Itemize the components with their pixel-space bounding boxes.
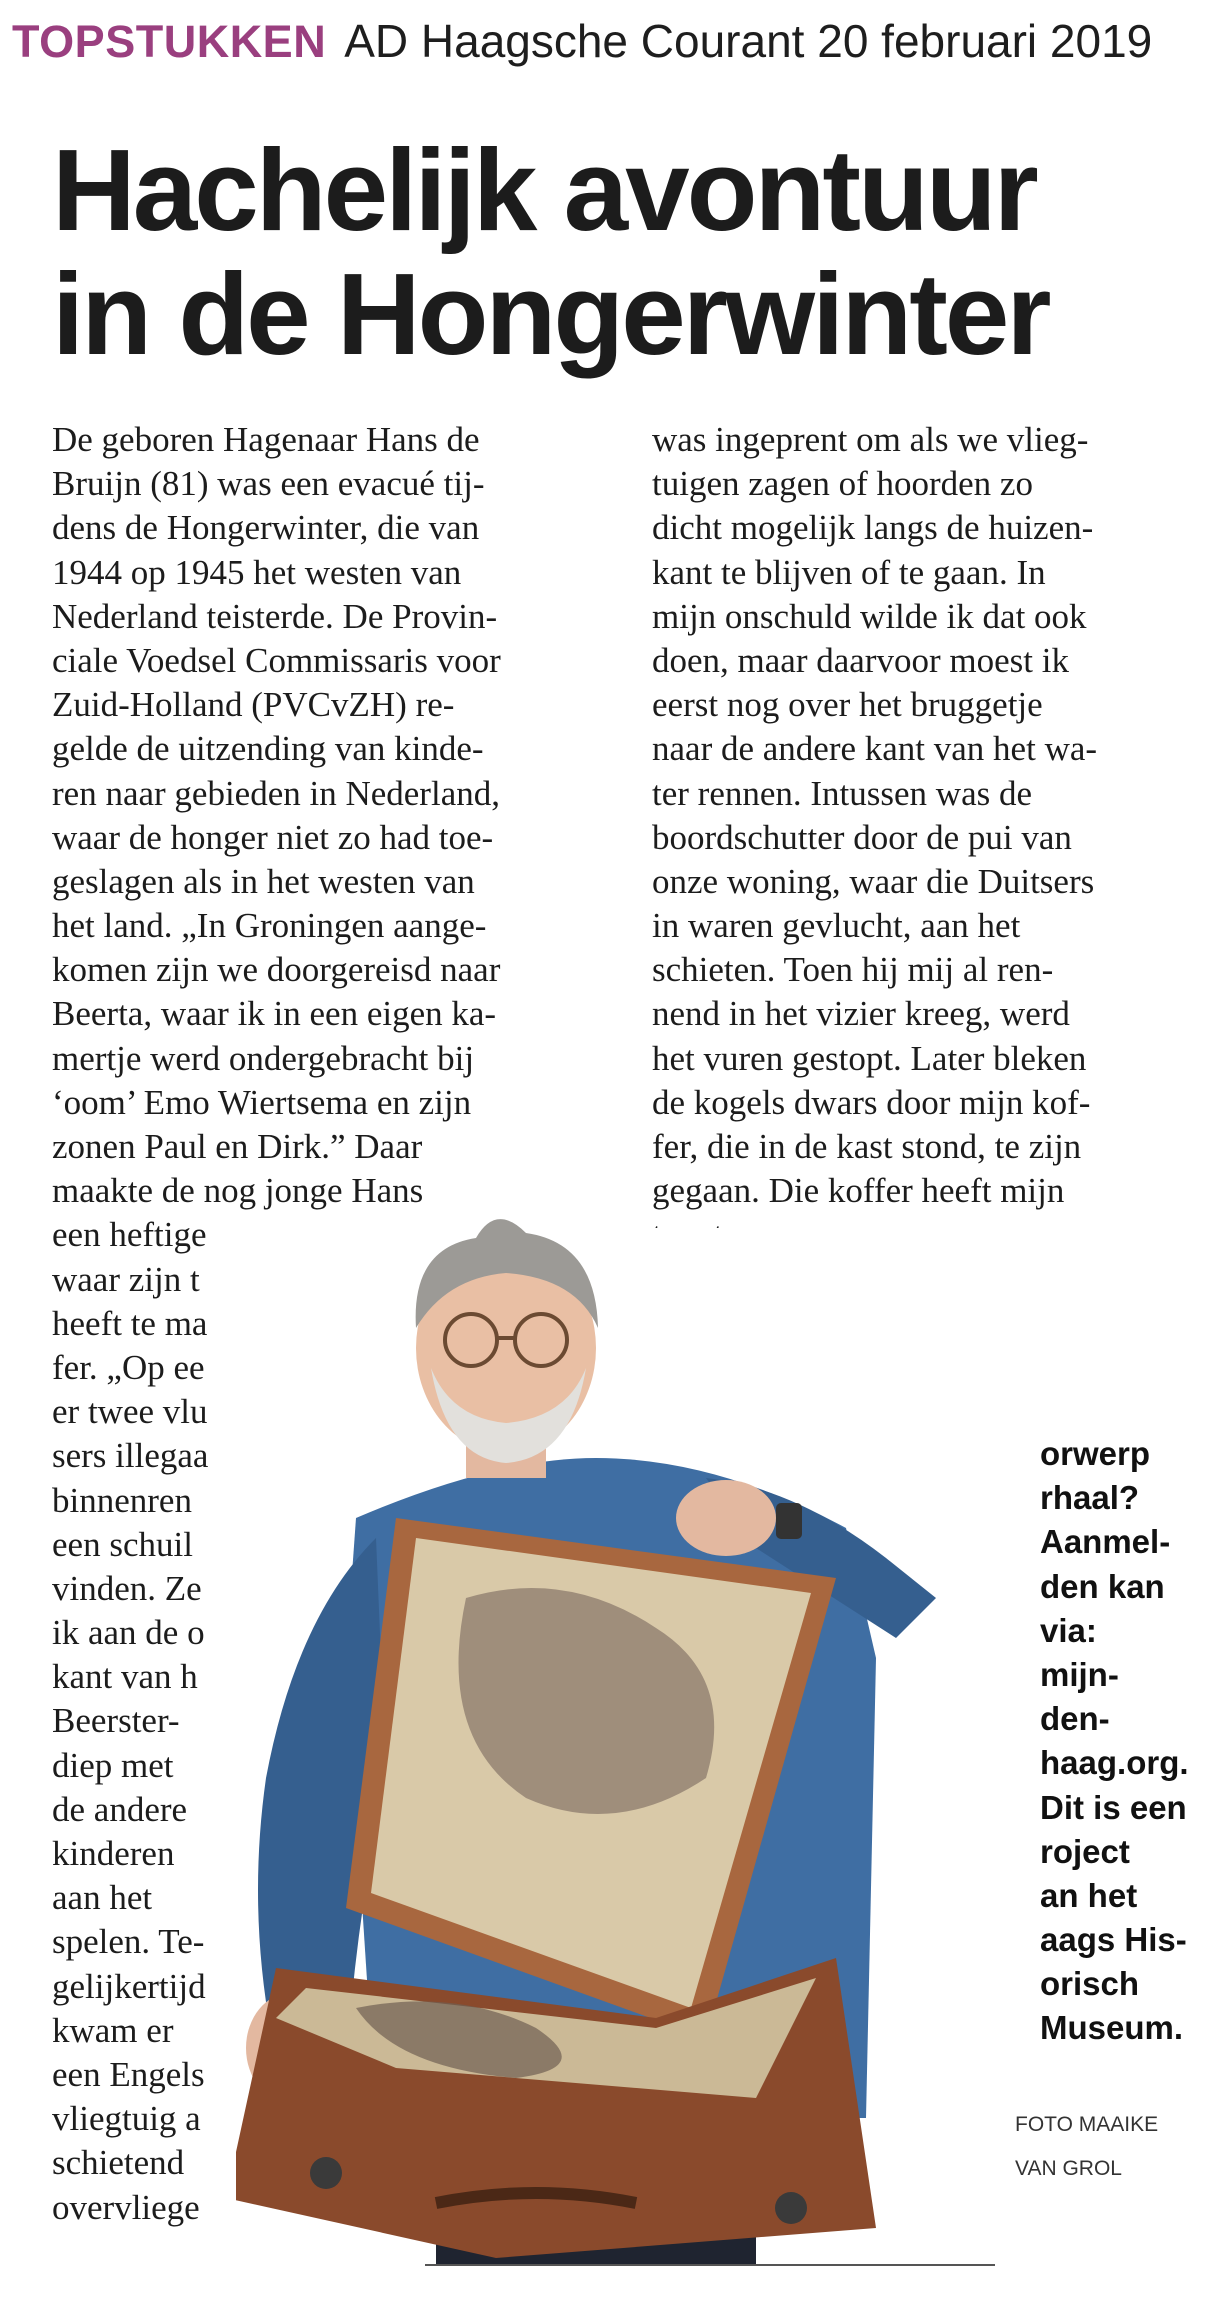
body-text-line: kant van h <box>52 1657 198 1697</box>
body-text-line: waar zijn t <box>52 1259 200 1299</box>
publication-source: AD Haagsche Courant 20 februari 2019 <box>344 15 1153 67</box>
body-text-line: kwam er <box>52 2010 174 2050</box>
body-text-line: maakte de nog jonge Hans <box>52 1171 424 1211</box>
body-text-line: mertje werd ondergebracht bij <box>52 1038 475 1078</box>
body-text-line: in waren gevlucht, aan het <box>652 906 1021 946</box>
body-text-line: De geboren Hagenaar Hans de <box>52 420 480 459</box>
body-text-line: ik aan de o <box>52 1613 205 1653</box>
body-text-line: de andere <box>52 1789 188 1829</box>
body-text-line: ren naar gebieden in Nederland, <box>52 773 500 813</box>
body-text-line: het vuren gestopt. Later bleken <box>652 1038 1087 1078</box>
body-text-line: de kogels dwars door mijn kof- <box>652 1082 1091 1122</box>
body-text-line: Beerta, waar ik in een eigen ka- <box>52 994 497 1034</box>
headline <box>52 125 1049 379</box>
body-text-line: doen, maar daarvoor moest ik <box>652 640 1069 680</box>
body-text-line: boordschutter door de pui van <box>652 817 1072 857</box>
suitcase-latch-right <box>775 2192 807 2224</box>
suitcase-latch-left <box>310 2157 342 2189</box>
info-box-line: rhaal? <box>1040 1479 1140 1517</box>
body-text-line: was ingeprent om als we vlieg- <box>652 420 1089 459</box>
body-text-line: waar de honger niet zo had toe- <box>52 817 494 857</box>
body-text-line: het land. „In Groningen aange- <box>52 906 487 946</box>
hand-right <box>676 1480 776 1556</box>
info-box-line: orisch <box>1040 1965 1140 2003</box>
body-text-line: er twee vlu <box>52 1392 208 1432</box>
body-column-right <box>652 418 1097 1346</box>
body-text-line: overvliege <box>52 2187 200 2227</box>
body-text-line: dicht mogelijk langs de huizen- <box>652 508 1094 548</box>
info-box-line: aags His- <box>1040 1921 1187 1959</box>
info-box-line: den- <box>1040 1700 1110 1738</box>
section-tag: TOPSTUKKEN <box>12 16 327 67</box>
body-text-line: fer. „Op ee <box>52 1347 205 1387</box>
info-box-line: den kan <box>1040 1567 1165 1605</box>
info-box-line: mijn- <box>1040 1655 1119 1693</box>
body-text-line: vinden. Ze <box>52 1568 202 1608</box>
photo-man-with-suitcase <box>236 1218 1056 2264</box>
body-text-line: een Engels <box>52 2054 205 2094</box>
body-text-line: binnenren <box>52 1480 192 1520</box>
body-text-line: schieten. Toen hij mij al ren- <box>652 950 1054 990</box>
info-box-line: roject <box>1040 1832 1130 1870</box>
bottom-rule <box>425 2264 995 2266</box>
body-text-line: een heftige <box>52 1215 207 1255</box>
body-text-line: schietend <box>52 2143 185 2183</box>
body-text-line: Beerster- <box>52 1701 180 1741</box>
body-text-line: Bruijn (81) was een evacué tij- <box>52 464 485 504</box>
body-text-line: 1944 op 1945 het westen van <box>52 552 462 592</box>
body-text-line: kant te blijven of te gaan. In <box>652 552 1046 592</box>
headline-line-1: Hachelijk avontuur <box>52 125 1036 255</box>
body-text-line: gegaan. Die koffer heeft mijn <box>652 1171 1065 1211</box>
body-text-line: onze woning, waar die Duitsers <box>652 861 1095 901</box>
body-text-line: eerst nog over het bruggetje <box>652 685 1043 725</box>
info-box-line: Aanmel- <box>1040 1523 1171 1561</box>
body-text-line: ciale Voedsel Commissaris voor <box>52 640 501 680</box>
body-text-line: heeft te ma <box>52 1303 208 1343</box>
info-box-line: via: <box>1040 1611 1097 1649</box>
body-text-line: vliegtuig a <box>52 2099 201 2139</box>
body-text-line: komen zijn we doorgereisd naar <box>52 950 501 990</box>
body-text-line: tuigen zagen of hoorden zo <box>652 464 1033 504</box>
info-box-line: Dit is een <box>1040 1788 1187 1826</box>
info-box-line: Museum. <box>1040 2009 1184 2047</box>
body-text-line: dens de Hongerwinter, die van <box>52 508 480 548</box>
body-text-line: ter rennen. Intussen was de <box>652 773 1033 813</box>
body-text-line: diep met <box>52 1745 174 1785</box>
body-text-line: ‘oom’ Emo Wiertsema en zijn <box>52 1082 472 1122</box>
photo-credit-line-1: FOTO MAAIKE <box>1015 2113 1159 2136</box>
body-text-line: Zuid-Holland (PVCvZH) re- <box>52 685 455 725</box>
body-text-line: sers illegaa <box>52 1436 209 1476</box>
page-header <box>12 14 1152 68</box>
body-text-line: aan het <box>52 1878 153 1918</box>
photo-credit-line-2: VAN GROL <box>1015 2157 1122 2180</box>
body-text-line: mijn onschuld wilde ik dat ook <box>652 596 1087 636</box>
headline-line-2: in de Hongerwinter <box>52 249 1049 379</box>
body-text-line: nend in het vizier kreeg, werd <box>652 994 1070 1034</box>
body-text-line: fer, die in de kast stond, te zijn <box>652 1127 1082 1166</box>
info-box-line: orwerp <box>1040 1435 1151 1472</box>
body-text-line: zonen Paul en Dirk.” Daar <box>52 1127 423 1166</box>
info-box <box>1040 1432 1189 2051</box>
info-box-line: an het <box>1040 1876 1138 1914</box>
body-text-line: geslagen als in het westen van <box>52 861 475 901</box>
body-text-line: kinderen <box>52 1834 175 1873</box>
body-text-line: een schuil <box>52 1524 193 1564</box>
body-text-line: Nederland teisterde. De Provin- <box>52 596 498 636</box>
body-text-line: gelde de uitzending van kinde- <box>52 729 484 769</box>
body-text-line: spelen. Te- <box>52 1922 205 1962</box>
info-box-line: haag.org. <box>1040 1744 1189 1782</box>
body-text-line: gelijkertijd <box>52 1966 206 2006</box>
wristwatch <box>776 1503 802 1539</box>
body-text-line: naar de andere kant van het wa- <box>652 729 1098 769</box>
